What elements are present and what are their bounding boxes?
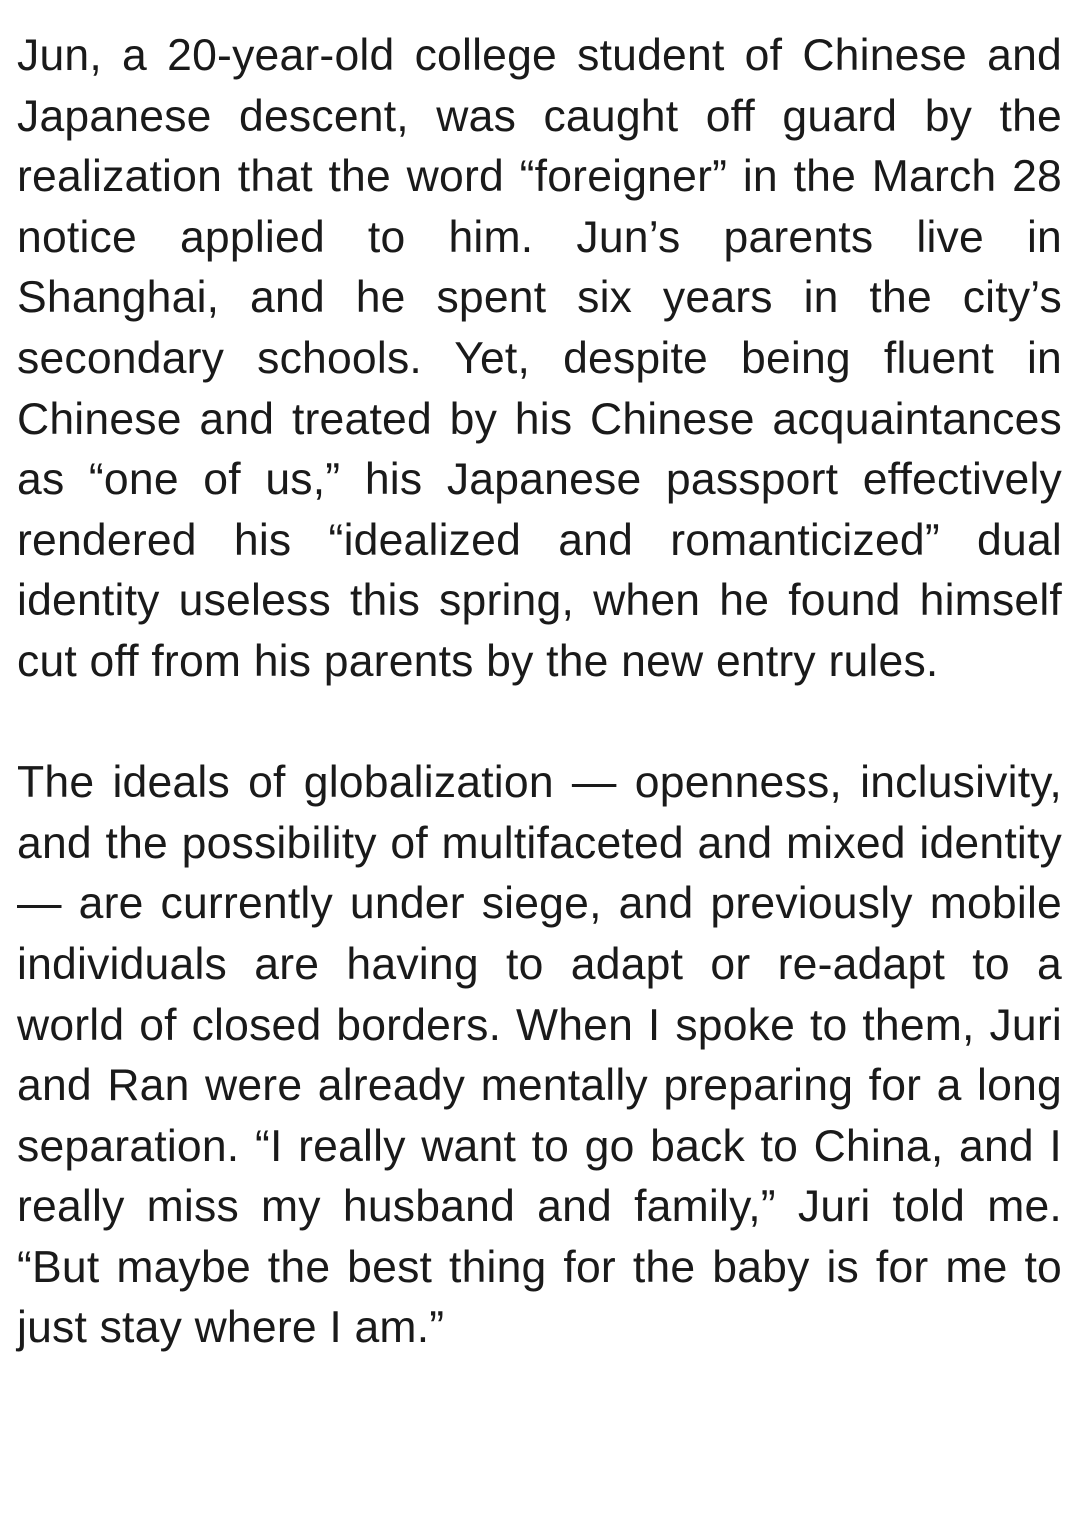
paragraph-globalization: The ideals of globalization — openness, inclusivity, and the possibility of multifaceted and mixed identity — are currently under siege, and previously mobile individuals are having to adapt or re-adapt to a world of closed borders. When I spoke to them, Juri and Ran were already mentally preparing for a long separation. “I really want to go back to China, and I really miss my husband and family,” Juri told me. “But maybe the best thing for the baby is for me to just stay where I am.” — [17, 758, 1062, 1353]
article-body — [17, 26, 1062, 1359]
paragraph-jun: Jun, a 20-year-old college student of Chinese and Japanese descent, was caught off guard by the realization that the word “foreigner” in the March 28 notice applied to him. Jun’s parents live in Shanghai, and he spent six years in the city’s secondary schools. Yet, despite being fluent in Chinese and treated by his Chinese acquaintances as “one of us,” his Japanese passport effectively rendered his “idealized and romanticized” dual identity useless this spring, when he found himself cut off from his parents by the new entry rules. — [17, 31, 1062, 686]
